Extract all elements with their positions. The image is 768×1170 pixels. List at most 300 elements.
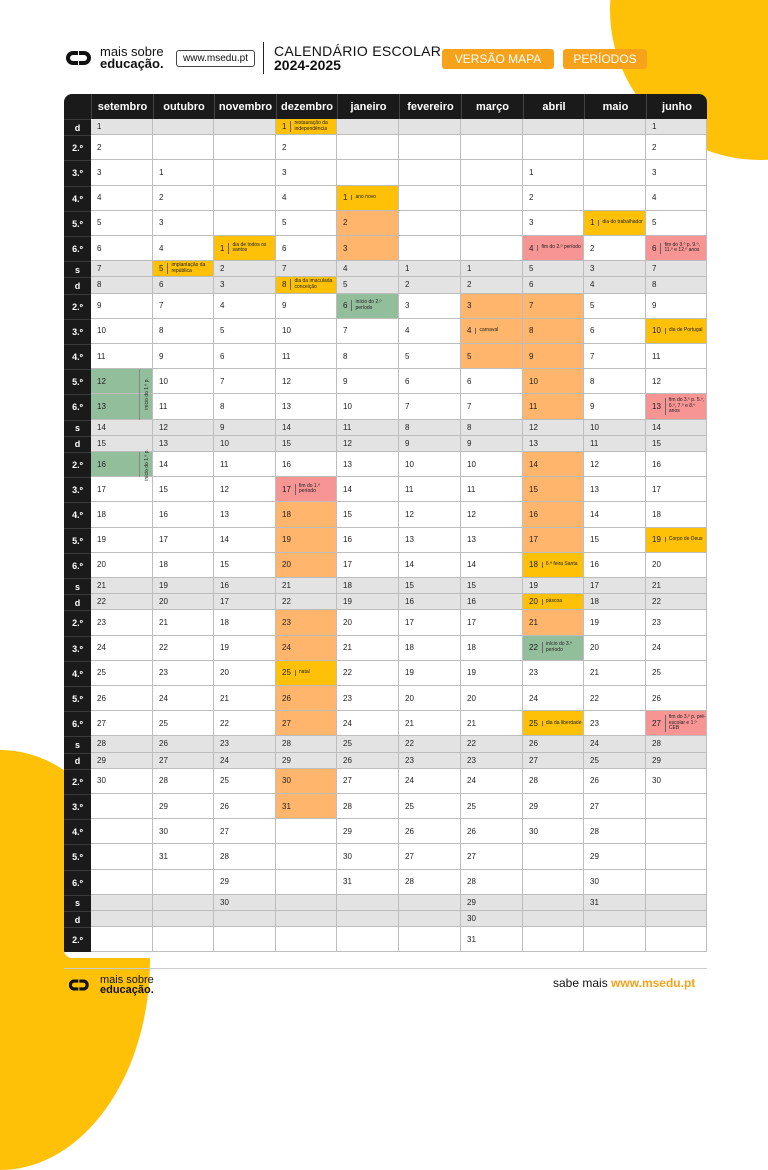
day-number: 18 <box>97 509 106 519</box>
brand-logo[interactable] <box>66 46 164 70</box>
weekday-label: 2.º <box>64 927 91 952</box>
day-number: 28 <box>343 801 352 811</box>
day-cell <box>584 895 646 911</box>
event-note: natal <box>295 670 310 676</box>
day-cell <box>523 119 584 135</box>
day-number: 10 <box>343 401 352 411</box>
day-cell <box>337 927 399 952</box>
day-number: 11 <box>343 422 352 432</box>
day-cell <box>646 277 707 293</box>
day-cell <box>523 528 584 553</box>
day-number: 13 <box>590 484 599 494</box>
event-note: fim do 2.º período <box>537 245 580 251</box>
day-number: 25 <box>159 718 168 728</box>
footer-logo-icon <box>69 978 91 992</box>
event-note: implantação da república <box>167 263 213 274</box>
day-number: 9 <box>652 301 657 311</box>
day-cell <box>646 927 707 952</box>
day-cell <box>153 895 214 911</box>
day-cell <box>276 452 337 477</box>
day-cell <box>214 477 276 502</box>
day-cell <box>91 769 153 794</box>
day-number: 26 <box>97 693 106 703</box>
day-cell <box>337 661 399 686</box>
day-number: 4 <box>652 193 657 203</box>
day-number: 11 <box>282 351 291 361</box>
day-number: 29 <box>282 755 291 765</box>
page-title <box>274 44 441 72</box>
day-cell <box>523 736 584 752</box>
day-number: 17 <box>590 581 599 591</box>
calendar-corner <box>64 94 91 119</box>
day-cell <box>523 261 584 277</box>
day-cell <box>646 895 707 911</box>
day-cell <box>337 211 399 236</box>
day-number: 5 <box>282 218 287 228</box>
day-cell <box>337 578 399 594</box>
day-number: 9 <box>405 438 410 448</box>
day-number: 13 <box>652 401 661 411</box>
day-cell <box>337 844 399 869</box>
day-cell <box>399 594 461 610</box>
day-number: 13 <box>405 535 414 545</box>
day-cell <box>214 236 276 261</box>
day-number: 6 <box>652 243 657 253</box>
day-cell <box>523 294 584 319</box>
day-cell <box>153 736 214 752</box>
day-number: 9 <box>467 438 472 448</box>
day-cell <box>337 119 399 135</box>
day-cell <box>91 344 153 369</box>
day-cell <box>461 753 523 769</box>
day-cell <box>214 927 276 952</box>
day-cell <box>337 794 399 819</box>
day-cell <box>337 236 399 261</box>
weekday-label: 3.º <box>64 160 91 185</box>
day-cell <box>214 186 276 211</box>
day-cell <box>214 578 276 594</box>
day-cell <box>153 844 214 869</box>
day-cell <box>399 186 461 211</box>
day-cell <box>399 436 461 452</box>
day-number: 15 <box>529 484 538 494</box>
day-number: 28 <box>590 826 599 836</box>
day-number: 19 <box>405 668 414 678</box>
day-number: 23 <box>652 617 661 627</box>
day-cell <box>584 394 646 419</box>
day-cell <box>461 236 523 261</box>
day-number: 24 <box>652 643 661 653</box>
weekday-label: 3.º <box>64 477 91 502</box>
day-cell <box>337 911 399 927</box>
month-header-junho: junho <box>646 94 707 119</box>
footer-more <box>553 976 695 990</box>
day-number: 4 <box>590 280 595 290</box>
day-number: 24 <box>467 776 476 786</box>
weekday-label: 2.º <box>64 610 91 635</box>
day-cell <box>523 394 584 419</box>
day-cell <box>91 528 153 553</box>
day-cell <box>399 236 461 261</box>
day-number: 25 <box>652 668 661 678</box>
day-cell <box>461 319 523 344</box>
day-number: 8 <box>282 280 287 290</box>
day-number: 14 <box>282 422 291 432</box>
day-cell <box>276 344 337 369</box>
day-number: 27 <box>343 776 352 786</box>
day-number: 20 <box>467 693 476 703</box>
day-cell <box>337 870 399 895</box>
day-number: 21 <box>467 718 476 728</box>
event-note: fim do 3.º p. 9.º, 11.º e 12.º anos <box>660 243 706 254</box>
footer-url-link[interactable]: www.msedu.pt <box>611 976 696 990</box>
day-cell <box>91 319 153 344</box>
day-number: 3 <box>220 280 225 290</box>
day-number: 22 <box>282 597 291 607</box>
day-cell <box>214 319 276 344</box>
day-number: 27 <box>467 851 476 861</box>
day-number: 18 <box>220 617 229 627</box>
day-cell <box>461 578 523 594</box>
day-cell <box>214 895 276 911</box>
day-cell <box>214 294 276 319</box>
event-note: 6.ª feira Santa <box>542 562 578 568</box>
day-number: 30 <box>343 851 352 861</box>
day-cell <box>399 895 461 911</box>
month-header-fevereiro: fevereiro <box>399 94 461 119</box>
day-number: 26 <box>529 739 538 749</box>
day-cell <box>337 553 399 578</box>
day-number: 31 <box>590 897 599 907</box>
day-number: 2 <box>343 218 348 228</box>
day-cell <box>523 502 584 527</box>
day-cell <box>153 594 214 610</box>
day-cell <box>214 369 276 394</box>
day-cell <box>337 594 399 610</box>
day-cell <box>461 211 523 236</box>
day-number: 7 <box>467 401 472 411</box>
period-start-note <box>139 448 153 481</box>
day-number: 21 <box>590 668 599 678</box>
day-cell <box>646 636 707 661</box>
day-number: 28 <box>652 739 661 749</box>
weekday-label: 3.º <box>64 319 91 344</box>
day-cell <box>461 261 523 277</box>
day-cell <box>646 911 707 927</box>
day-number: 8 <box>159 326 164 336</box>
day-number: 13 <box>159 438 168 448</box>
day-number: 20 <box>220 668 229 678</box>
weekday-label: 2.º <box>64 452 91 477</box>
day-cell <box>523 477 584 502</box>
day-number: 31 <box>282 801 291 811</box>
day-cell <box>214 711 276 736</box>
day-cell <box>523 553 584 578</box>
day-cell <box>646 452 707 477</box>
day-cell <box>153 578 214 594</box>
day-cell <box>646 261 707 277</box>
day-cell <box>584 794 646 819</box>
day-number: 10 <box>405 459 414 469</box>
day-cell <box>337 394 399 419</box>
day-cell <box>584 211 646 236</box>
event-note: carnaval <box>475 328 498 334</box>
day-cell <box>276 927 337 952</box>
day-number: 17 <box>220 597 229 607</box>
day-cell <box>214 277 276 293</box>
day-cell <box>584 553 646 578</box>
day-number: 30 <box>529 826 538 836</box>
day-number: 12 <box>97 376 106 386</box>
day-number: 26 <box>220 801 229 811</box>
footer-logo[interactable] <box>66 975 154 995</box>
event-note: dia de Portugal <box>665 328 703 334</box>
day-cell <box>214 436 276 452</box>
day-cell <box>276 794 337 819</box>
day-cell <box>461 528 523 553</box>
day-number: 11 <box>159 401 168 411</box>
day-number: 28 <box>405 877 414 887</box>
day-number: 10 <box>652 326 661 336</box>
day-cell <box>584 452 646 477</box>
day-number: 2 <box>159 193 164 203</box>
day-number: 16 <box>590 560 599 570</box>
day-number: 1 <box>529 167 534 177</box>
day-cell <box>153 436 214 452</box>
day-cell <box>584 119 646 135</box>
day-number: 17 <box>343 560 352 570</box>
day-cell <box>461 895 523 911</box>
day-number: 29 <box>529 801 538 811</box>
day-cell <box>584 711 646 736</box>
day-number: 25 <box>343 739 352 749</box>
weekday-label: 4.º <box>64 819 91 844</box>
day-cell <box>646 394 707 419</box>
day-cell <box>214 553 276 578</box>
day-number: 22 <box>467 739 476 749</box>
day-cell <box>584 661 646 686</box>
day-cell <box>523 686 584 711</box>
day-number: 4 <box>282 193 287 203</box>
day-cell <box>91 420 153 436</box>
day-cell <box>276 895 337 911</box>
weekday-label: d <box>64 753 91 769</box>
day-cell <box>399 211 461 236</box>
day-number: 1 <box>343 193 348 203</box>
day-number: 27 <box>529 755 538 765</box>
day-cell <box>153 769 214 794</box>
periods-button[interactable]: PERÍODOS <box>563 49 647 69</box>
day-cell <box>91 711 153 736</box>
day-number: 25 <box>282 668 291 678</box>
day-number: 30 <box>159 826 168 836</box>
day-number: 10 <box>529 376 538 386</box>
day-cell <box>461 736 523 752</box>
day-cell <box>153 319 214 344</box>
day-number: 3 <box>652 167 657 177</box>
day-number: 26 <box>405 826 414 836</box>
day-cell <box>91 211 153 236</box>
day-cell <box>523 610 584 635</box>
day-number: 13 <box>282 401 291 411</box>
day-number: 30 <box>97 776 106 786</box>
day-cell <box>584 319 646 344</box>
day-number: 6 <box>467 376 472 386</box>
day-cell <box>337 436 399 452</box>
month-header-dezembro: dezembro <box>276 94 337 119</box>
day-cell <box>214 160 276 185</box>
day-number: 6 <box>405 376 410 386</box>
day-cell <box>91 794 153 819</box>
day-cell <box>276 636 337 661</box>
day-cell <box>91 819 153 844</box>
day-number: 29 <box>343 826 352 836</box>
day-cell <box>153 477 214 502</box>
day-number: 18 <box>652 509 661 519</box>
day-cell <box>153 661 214 686</box>
day-cell <box>399 753 461 769</box>
day-number: 29 <box>590 851 599 861</box>
day-cell <box>276 553 337 578</box>
day-cell <box>276 261 337 277</box>
weekday-label: 3.º <box>64 794 91 819</box>
day-cell <box>276 135 337 160</box>
day-number: 17 <box>97 484 106 494</box>
weekday-label: 6.º <box>64 236 91 261</box>
day-cell <box>584 636 646 661</box>
day-number: 17 <box>652 484 661 494</box>
day-cell <box>153 686 214 711</box>
day-number: 7 <box>97 264 102 274</box>
day-number: 24 <box>282 643 291 653</box>
day-cell <box>523 911 584 927</box>
day-number: 21 <box>405 718 414 728</box>
day-cell <box>276 477 337 502</box>
event-note: início do 2.º período <box>351 300 398 311</box>
day-number: 6 <box>590 326 595 336</box>
day-cell <box>523 844 584 869</box>
day-cell <box>91 119 153 135</box>
day-number: 8 <box>590 376 595 386</box>
day-number: 5 <box>159 264 164 274</box>
day-number: 13 <box>220 509 229 519</box>
day-number: 12 <box>467 509 476 519</box>
day-cell <box>646 420 707 436</box>
day-number: 3 <box>529 218 534 228</box>
day-cell <box>91 160 153 185</box>
day-number: 17 <box>282 484 291 494</box>
day-cell <box>276 420 337 436</box>
footer-brand-line2: educação. <box>100 984 154 996</box>
day-cell <box>399 261 461 277</box>
day-number: 6 <box>282 243 287 253</box>
day-cell <box>584 420 646 436</box>
day-number: 7 <box>282 264 287 274</box>
day-cell <box>153 636 214 661</box>
day-cell <box>214 594 276 610</box>
day-cell <box>646 294 707 319</box>
day-cell <box>276 578 337 594</box>
month-header-maio: maio <box>584 94 646 119</box>
event-note: dia de todos os santos <box>228 243 275 254</box>
month-header-março: março <box>461 94 523 119</box>
day-number: 16 <box>220 581 229 591</box>
day-number: 29 <box>220 877 229 887</box>
day-cell <box>399 736 461 752</box>
day-cell <box>214 911 276 927</box>
day-cell <box>646 736 707 752</box>
day-number: 14 <box>405 560 414 570</box>
day-cell <box>461 119 523 135</box>
site-url-link[interactable]: www.msedu.pt <box>176 50 255 67</box>
weekday-label: 5.º <box>64 686 91 711</box>
map-version-button[interactable]: VERSÃO MAPA <box>442 49 554 69</box>
day-number: 5 <box>529 264 534 274</box>
day-number: 9 <box>159 351 164 361</box>
day-cell <box>399 319 461 344</box>
day-cell <box>91 736 153 752</box>
day-number: 18 <box>467 643 476 653</box>
day-number: 1 <box>652 122 657 132</box>
day-number: 12 <box>343 438 352 448</box>
day-number: 7 <box>529 301 534 311</box>
logo-icon <box>66 49 94 67</box>
day-cell <box>337 186 399 211</box>
day-cell <box>153 394 214 419</box>
weekday-label: 6.º <box>64 553 91 578</box>
day-cell <box>646 594 707 610</box>
day-cell <box>91 294 153 319</box>
day-cell <box>214 736 276 752</box>
day-number: 6 <box>343 301 348 311</box>
day-number: 4 <box>159 243 164 253</box>
day-cell <box>461 553 523 578</box>
day-number: 3 <box>590 264 595 274</box>
day-cell <box>214 636 276 661</box>
day-number: 23 <box>282 617 291 627</box>
day-number: 18 <box>282 509 291 519</box>
day-number: 8 <box>467 422 472 432</box>
day-cell <box>337 477 399 502</box>
day-number: 5 <box>220 326 225 336</box>
day-number: 26 <box>282 693 291 703</box>
day-cell <box>276 394 337 419</box>
day-number: 16 <box>282 459 291 469</box>
day-number: 22 <box>529 643 538 653</box>
day-cell <box>153 927 214 952</box>
day-cell <box>523 578 584 594</box>
day-number: 28 <box>529 776 538 786</box>
day-cell <box>584 277 646 293</box>
day-number: 20 <box>282 560 291 570</box>
day-number: 22 <box>590 693 599 703</box>
day-cell <box>214 819 276 844</box>
day-cell <box>337 261 399 277</box>
day-cell <box>214 261 276 277</box>
day-number: 8 <box>343 351 348 361</box>
day-number: 28 <box>282 739 291 749</box>
day-cell <box>276 294 337 319</box>
day-number: 28 <box>159 776 168 786</box>
day-cell <box>523 661 584 686</box>
event-note: início do 3.º período <box>542 642 583 653</box>
day-number: 25 <box>405 801 414 811</box>
day-cell <box>399 277 461 293</box>
day-number: 16 <box>529 509 538 519</box>
day-number: 6 <box>220 351 225 361</box>
month-header-outubro: outubro <box>153 94 214 119</box>
footer-more-text: sabe mais <box>553 976 608 990</box>
